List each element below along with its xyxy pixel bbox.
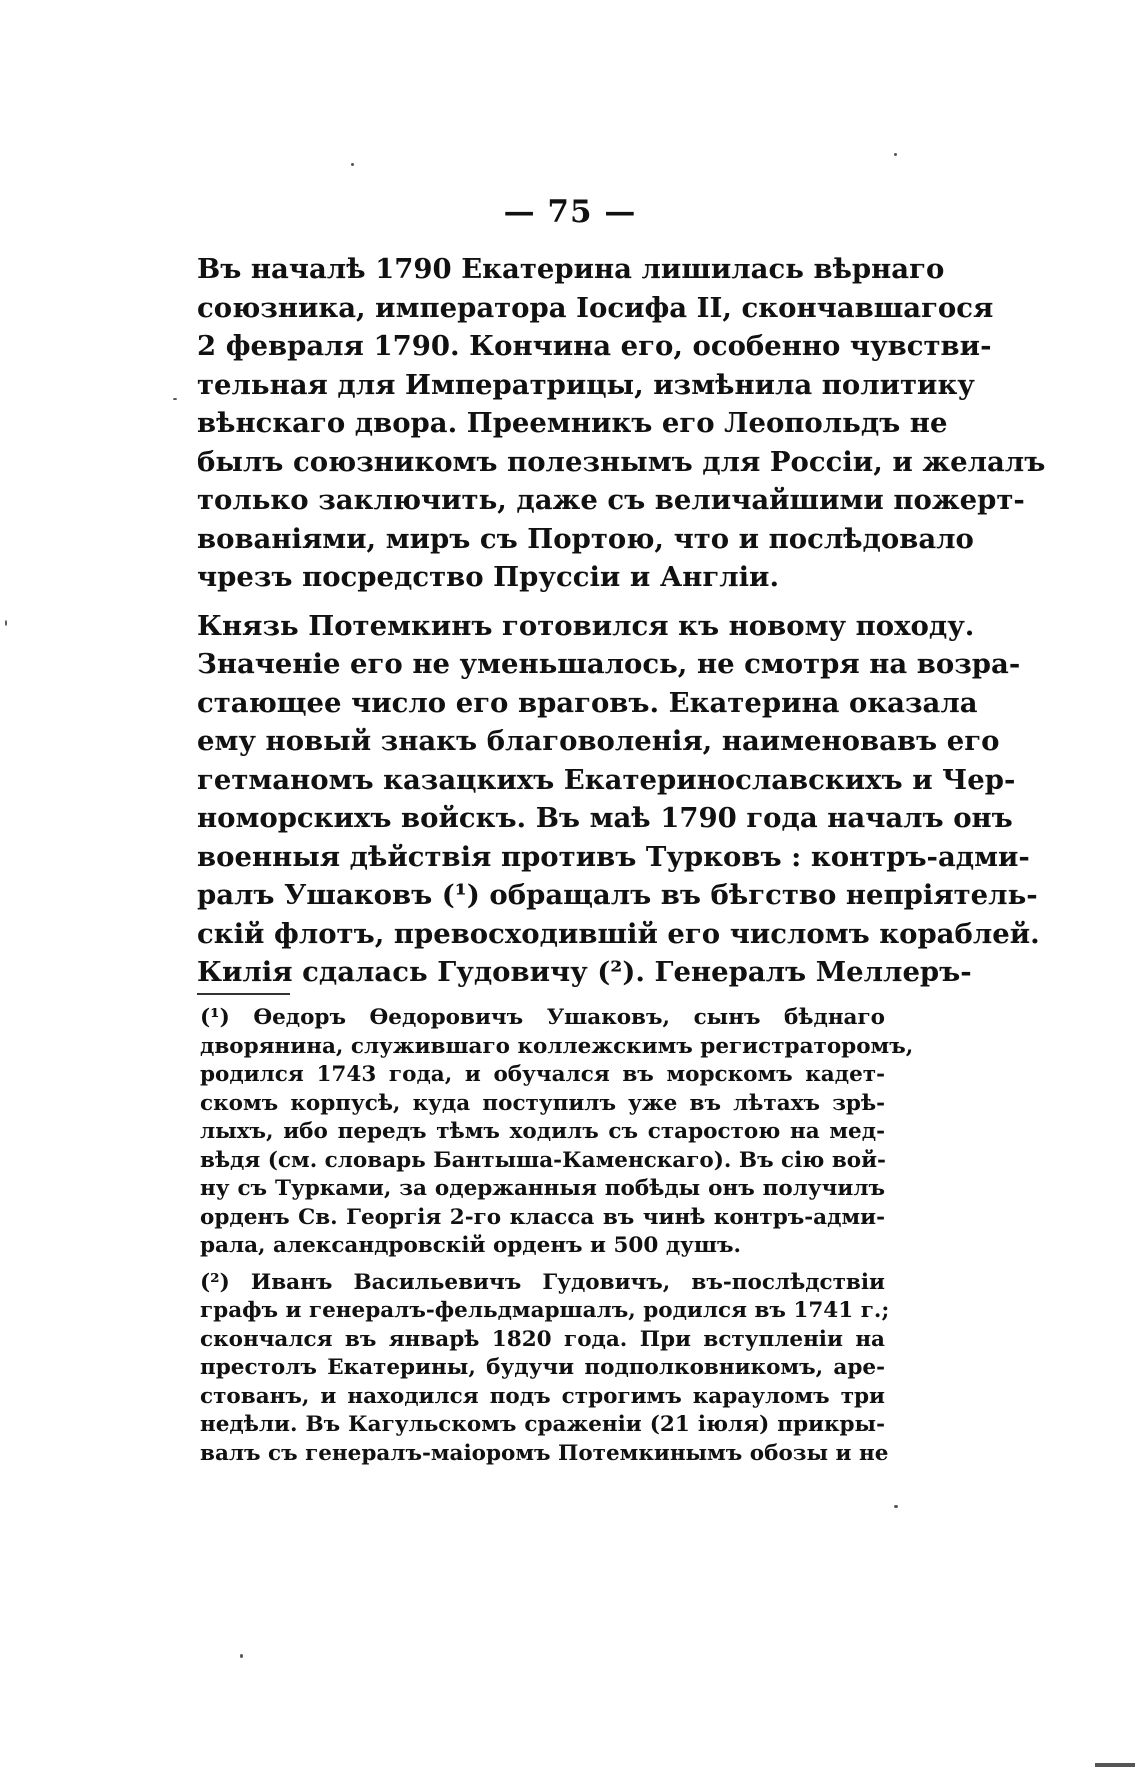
text-line: Въ началѣ 1790 Екатерина лишилась вѣрнаго (197, 253, 945, 285)
text-line: Килія сдалась Гудовичу (²). Генералъ Меллеръ- (197, 956, 972, 988)
page-number: — 75 — (503, 194, 637, 230)
footnotes (200, 1004, 914, 1468)
paragraph-2 (197, 607, 1040, 992)
footnote-line: валъ съ генералъ-маіоромъ Потемкинымъ обозы и не (200, 1440, 889, 1466)
footnote-line: скончался въ январѣ 1820 года. При вступленіи на (200, 1326, 885, 1352)
scan-speck (351, 163, 354, 166)
scan-speck (894, 1505, 898, 1508)
text-line: гетманомъ казацкихъ Екатеринославскихъ и Чер- (197, 763, 1016, 796)
footnote-line: дворянина, служившаго коллежскимъ регистраторомъ, (200, 1033, 914, 1059)
text-line: только заключить, даже съ величайшими пожерт- (197, 484, 1025, 516)
text-line: былъ союзникомъ полезнымъ для Россіи, и желалъ (197, 445, 1046, 478)
main-text (197, 250, 1046, 992)
text-line: Значеніе его не уменьшалось, не смотря на возра- (197, 648, 1021, 680)
scan-speck (173, 398, 177, 400)
footnote-line: лыхъ, ибо передъ тѣмъ ходилъ съ старостою на мед- (200, 1119, 885, 1144)
scan-speck (240, 1654, 243, 1658)
footnote-line: орденъ Св. Георгія 2-го класса въ чинѣ контръ-адми- (200, 1204, 885, 1230)
paragraph-gap (197, 597, 890, 607)
footnote-separator (197, 993, 290, 995)
footnote-line: недѣли. Въ Кагульскомъ сраженіи (21 іюля) прикры- (200, 1412, 885, 1437)
scan-speck (1095, 1763, 1135, 1767)
text-line: Князь Потемкинъ готовился къ новому походу. (197, 609, 975, 642)
footnote-1 (200, 1004, 914, 1261)
text-line: вѣнскаго двора. Преемникъ его Леопольдъ не (197, 407, 948, 439)
text-line: скій флотъ, превосходившій его числомъ кораблей. (197, 917, 1040, 950)
text-line: 2 февраля 1790. Кончина его, особенно чувстви- (197, 330, 992, 362)
text-line: военныя дѣйствія противъ Турковъ : контръ-адми- (197, 840, 1030, 873)
footnote-line: вѣдя (см. словарь Бантыша-Каменскаго). Въ сію вой- (200, 1147, 886, 1173)
footnote-line: ну съ Турками, за одержанныя побѣды онъ получилъ (200, 1176, 885, 1201)
footnote-line: графъ и генералъ-фельдмаршалъ, родился въ 1741 г.; (200, 1298, 890, 1323)
footnote-line: престолъ Екатерины, будучи подполковникомъ, аре- (200, 1355, 885, 1380)
scan-speck (894, 153, 897, 156)
footnote-line: рала, александровскій орденъ и 500 душъ. (200, 1233, 742, 1258)
text-line: чрезъ посредство Пруссіи и Англіи. (197, 561, 780, 593)
text-line: ралъ Ушаковъ (¹) обращалъ въ бѣгство непріятель- (197, 879, 1038, 911)
paragraph-1 (197, 250, 1046, 597)
footnote-line: родился 1743 года, и обучался въ морскомъ кадет- (200, 1062, 885, 1087)
footnote-line: скомъ корпусѣ, куда поступилъ уже въ лѣтахъ зрѣ- (200, 1090, 885, 1116)
text-line: тельная для Императрицы, измѣнила политику (197, 368, 975, 401)
text-line: ему новый знакъ благоволенія, наименовавъ его (197, 725, 1000, 757)
footnote-2 (200, 1269, 890, 1469)
footnote-gap (200, 1261, 885, 1269)
text-line: вованіями, миръ съ Портою, что и послѣдовало (197, 522, 974, 555)
scan-speck (5, 620, 7, 626)
footnote-line: (²) Иванъ Васильевичъ Гудовичъ, въ-послѣдствіи (200, 1269, 885, 1295)
text-line: стающее число его враговъ. Екатерина оказала (197, 686, 978, 719)
footnote-line: (¹) Ѳедоръ Ѳедоровичъ Ушаковъ, сынъ бѣднаго (200, 1005, 885, 1030)
text-line: номорскихъ войскъ. Въ маѣ 1790 года началъ онъ (197, 802, 1013, 834)
footnote-line: стованъ, и находился подъ строгимъ карауломъ три (200, 1383, 885, 1409)
text-line: союзника, императора Іосифа II, скончавшагося (197, 291, 994, 324)
